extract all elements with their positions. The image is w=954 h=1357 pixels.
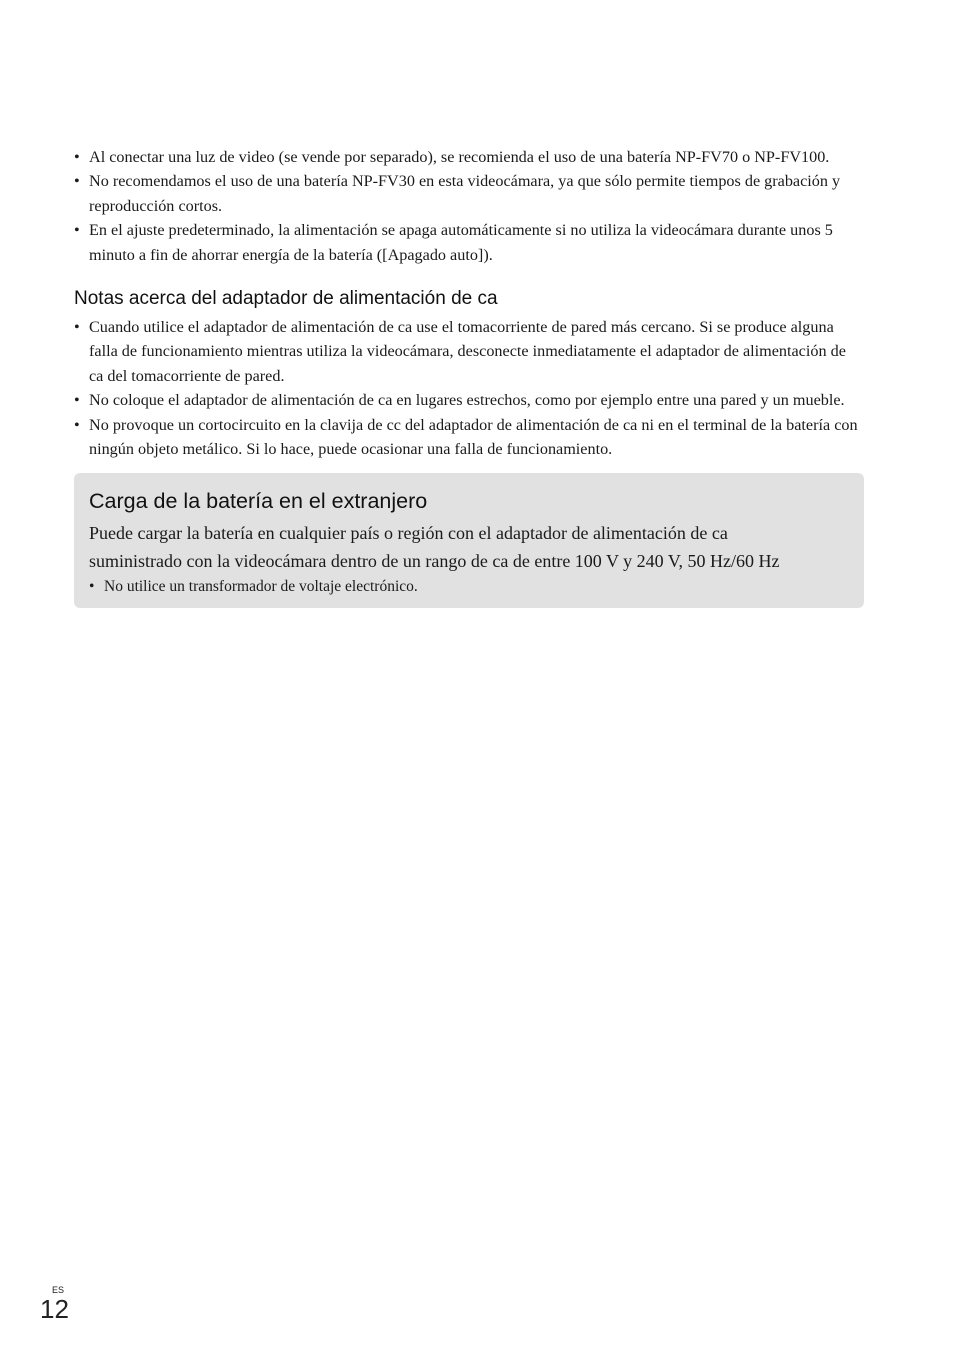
list-item: • En el ajuste predeterminado, la alimentación se apaga automáticamente si no utiliza la videocámara durante unos 5 minuto a fin de ahorrar energía de la batería ([Apagado auto]). [74, 218, 864, 267]
list-item: • No recomendamos el uso de una batería NP-FV30 en esta videocámara, ya que sólo permite tiempos de grabación y reproducción cortos. [74, 169, 864, 218]
charging-abroad-body: Puede cargar la batería en cualquier país o región con el adaptador de alimentación de ca suministrado con la videocámara dentro de un rango de ca de entre 100 V y 240 V, 50 Hz/60 Hz [89, 523, 780, 572]
page-content [74, 145, 864, 608]
top-notes-list [74, 145, 864, 267]
adapter-notes-list [74, 315, 864, 461]
list-item: • No provoque un cortocircuito en la clavija de cc del adaptador de alimentación de ca ni en el terminal de la batería con ningún objeto metálico. Si lo hace, puede ocasionar una falla de funcionamiento. [74, 413, 864, 462]
page-number: 12 [40, 1294, 69, 1324]
list-item: • Al conectar una luz de video (se vende por separado), se recomienda el uso de una batería NP-FV70 o NP-FV100. [74, 145, 864, 169]
charging-abroad-notes [89, 575, 848, 598]
page-language-label: ES [52, 1285, 65, 1295]
list-item: • No coloque el adaptador de alimentación de ca en lugares estrechos, como por ejemplo entre una pared y un mueble. [74, 388, 864, 412]
list-item: • Cuando utilice el adaptador de alimentación de ca use el tomacorriente de pared más cercano. Si se produce alguna falla de funcionamiento mientras utiliza la videocámara, desconecte inmediatamente el adaptador de alimentación de ca del tomacorriente de pared. [74, 315, 864, 388]
charging-abroad-box [74, 473, 864, 608]
list-item: • No utilice un transformador de voltaje electrónico. [89, 575, 848, 598]
charging-abroad-title: Carga de la batería en el extranjero [89, 489, 428, 514]
adapter-section-heading: Notas acerca del adaptador de alimentación de ca [74, 288, 498, 310]
